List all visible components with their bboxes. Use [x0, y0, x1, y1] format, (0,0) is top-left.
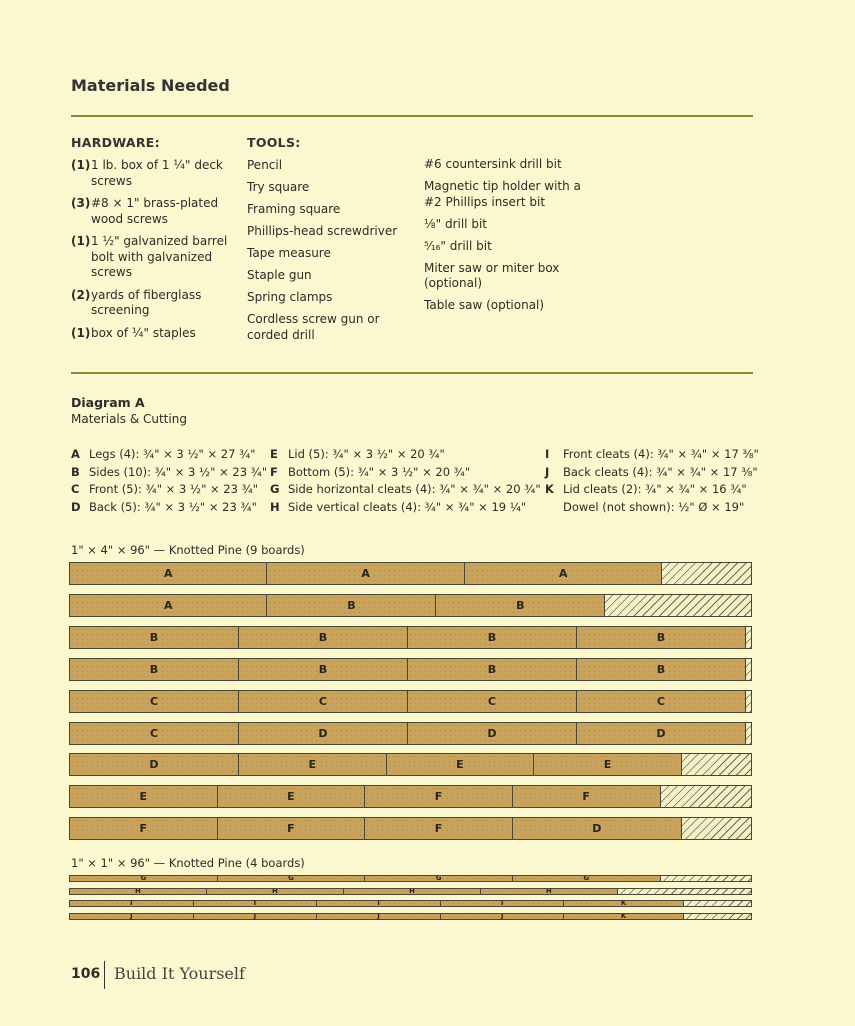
cut-piece-a: A [267, 563, 464, 584]
cut-piece-h: H [207, 889, 344, 894]
cut-piece-b: B [408, 627, 577, 648]
cut-piece-g: G [70, 876, 218, 881]
cut-piece-e: E [387, 754, 535, 775]
cut-piece-d: D [70, 754, 239, 775]
board-group-2-label: 1" × 1" × 96" — Knotted Pine (4 boards) [71, 856, 305, 870]
waste-area [682, 818, 751, 839]
board-g1-5 [69, 690, 752, 713]
tools-list-1 [247, 158, 412, 350]
cut-piece-j: J [441, 914, 565, 919]
cut-piece-c: C [577, 691, 746, 712]
cut-piece-b: B [408, 659, 577, 680]
cut-piece-b: B [577, 627, 746, 648]
cut-piece-b: B [267, 595, 436, 616]
cut-piece-k: K [564, 901, 683, 906]
waste-area [746, 659, 751, 680]
tool-item: Phillips-head screwdriver [247, 224, 398, 238]
tool-item: Staple gun [247, 268, 312, 282]
cut-piece-j: J [194, 914, 318, 919]
cut-piece-a: A [70, 563, 267, 584]
part-entry: C Front (5): ¾" × 3 ½" × 23 ¾" [71, 482, 259, 496]
cut-piece-g: G [218, 876, 366, 881]
waste-area [661, 876, 752, 881]
waste-area [661, 786, 752, 807]
cut-piece-a: A [70, 595, 267, 616]
tool-item: Miter saw or miter box (optional) [424, 260, 560, 290]
waste-area [684, 901, 751, 906]
page-title: Materials Needed [71, 76, 230, 95]
cut-piece-e: E [534, 754, 682, 775]
book-title: Build It Yourself [114, 964, 245, 983]
cut-piece-d: D [577, 723, 746, 744]
part-entry: D Back (5): ¾" × 3 ½" × 23 ¾" [71, 499, 257, 514]
part-entry: I Front cleats (4): ¾" × ¾" × 17 ⅜" [545, 447, 759, 461]
cut-piece-f: F [365, 786, 513, 807]
divider-top [71, 115, 753, 117]
cut-piece-i: I [317, 901, 441, 906]
board-g2-2 [69, 888, 752, 895]
cut-piece-c: C [239, 691, 408, 712]
cut-piece-c: C [70, 691, 239, 712]
board-g2-1 [69, 875, 752, 882]
cut-piece-i: I [441, 901, 565, 906]
board-g1-4 [69, 658, 752, 681]
board-g1-7 [69, 753, 752, 776]
cut-piece-j: J [317, 914, 441, 919]
tool-item: Tape measure [247, 246, 331, 260]
tool-item: Framing square [247, 202, 341, 216]
waste-area [682, 754, 751, 775]
board-g1-3 [69, 626, 752, 649]
cut-piece-b: B [239, 627, 408, 648]
hardware-item: (1) 1 lb. box of 1 ¼" deck screws [71, 158, 223, 188]
tools-list-2 [424, 157, 584, 320]
tool-item: ⁵⁄₁₆" drill bit [424, 238, 492, 253]
tool-item: Magnetic tip holder with a #2 Phillips insert bit [424, 179, 581, 209]
cut-piece-c: C [70, 723, 239, 744]
cut-piece-b: B [70, 627, 239, 648]
part-entry: H Side vertical cleats (4): ¾" × ¾" × 19 ¼" [270, 499, 527, 514]
parts-list-2 [270, 446, 541, 516]
cut-piece-f: F [218, 818, 366, 839]
cut-piece-d: D [513, 818, 682, 839]
part-entry: E Lid (5): ¾" × 3 ½" × 20 ¾" [270, 447, 445, 461]
parts-list-1 [71, 446, 267, 516]
tool-item: Try square [247, 180, 310, 194]
cut-piece-e: E [70, 786, 218, 807]
tool-item: ⅛" drill bit [424, 216, 487, 231]
cut-piece-j: J [70, 914, 194, 919]
cut-piece-c: C [408, 691, 577, 712]
board-g1-8 [69, 785, 752, 808]
board-g2-3 [69, 900, 752, 907]
diagram-subtitle: Materials & Cutting [71, 412, 187, 426]
cut-piece-h: H [70, 889, 207, 894]
part-entry: Dowel (not shown): ½" Ø × 19" [563, 499, 745, 514]
waste-area [746, 691, 751, 712]
tool-item: #6 countersink drill bit [424, 157, 562, 171]
hardware-item: (1) box of ¼" staples [71, 325, 196, 340]
cut-piece-f: F [70, 818, 218, 839]
hardware-item: (3) #8 × 1" brass-plated wood screws [71, 196, 219, 226]
tool-item: Pencil [247, 158, 283, 172]
cut-piece-d: D [408, 723, 577, 744]
hardware-item: (1) 1 ½" galvanized barrel bolt with galvanized screws [71, 234, 228, 279]
part-entry: F Bottom (5): ¾" × 3 ½" × 20 ¾" [270, 464, 471, 479]
cut-piece-g: G [513, 876, 661, 881]
hardware-list [71, 158, 231, 348]
tools-heading: TOOLS: [247, 135, 301, 150]
hardware-heading: HARDWARE: [71, 135, 160, 150]
board-g2-4 [69, 913, 752, 920]
tool-item: Cordless screw gun or corded drill [247, 312, 380, 342]
tool-item: Spring clamps [247, 290, 333, 304]
part-entry: K Lid cleats (2): ¾" × ¾" × 16 ¾" [545, 482, 747, 496]
waste-area [605, 595, 751, 616]
cut-piece-f: F [513, 786, 661, 807]
part-entry: G Side horizontal cleats (4): ¾" × ¾" × 20 ¾" [270, 482, 541, 496]
part-entry: B Sides (10): ¾" × 3 ½" × 23 ¾" [71, 464, 268, 479]
board-g1-2 [69, 594, 752, 617]
cut-piece-e: E [218, 786, 366, 807]
part-entry: A Legs (4): ¾" × 3 ½" × 27 ¾" [71, 447, 256, 461]
divider-middle [71, 372, 753, 374]
cut-piece-f: F [365, 818, 513, 839]
board-g1-1 [69, 562, 752, 585]
cut-piece-b: B [70, 659, 239, 680]
waste-area [662, 563, 751, 584]
cut-piece-b: B [239, 659, 408, 680]
cut-piece-b: B [577, 659, 746, 680]
parts-list-3 [545, 446, 759, 516]
part-entry: J Back cleats (4): ¾" × ¾" × 17 ⅜" [545, 464, 758, 479]
hardware-item: (2) yards of fiberglass screening [71, 287, 202, 317]
footer-divider [104, 961, 105, 989]
cut-piece-b: B [436, 595, 605, 616]
cut-piece-i: I [194, 901, 318, 906]
page-number: 106 [71, 966, 101, 982]
board-g1-6 [69, 722, 752, 745]
tool-item: Table saw (optional) [424, 298, 545, 312]
cut-piece-k: K [564, 914, 683, 919]
cut-piece-h: H [344, 889, 481, 894]
cut-piece-e: E [239, 754, 387, 775]
board-g1-9 [69, 817, 752, 840]
diagram-title: Diagram A [71, 395, 145, 410]
board-group-1-label: 1" × 4" × 96" — Knotted Pine (9 boards) [71, 543, 305, 557]
waste-area [746, 627, 751, 648]
cut-piece-g: G [365, 876, 513, 881]
waste-area [684, 914, 751, 919]
cut-piece-a: A [465, 563, 662, 584]
waste-area [618, 889, 751, 894]
cut-piece-i: I [70, 901, 194, 906]
waste-area [746, 723, 751, 744]
cut-piece-d: D [239, 723, 408, 744]
cut-piece-h: H [481, 889, 618, 894]
